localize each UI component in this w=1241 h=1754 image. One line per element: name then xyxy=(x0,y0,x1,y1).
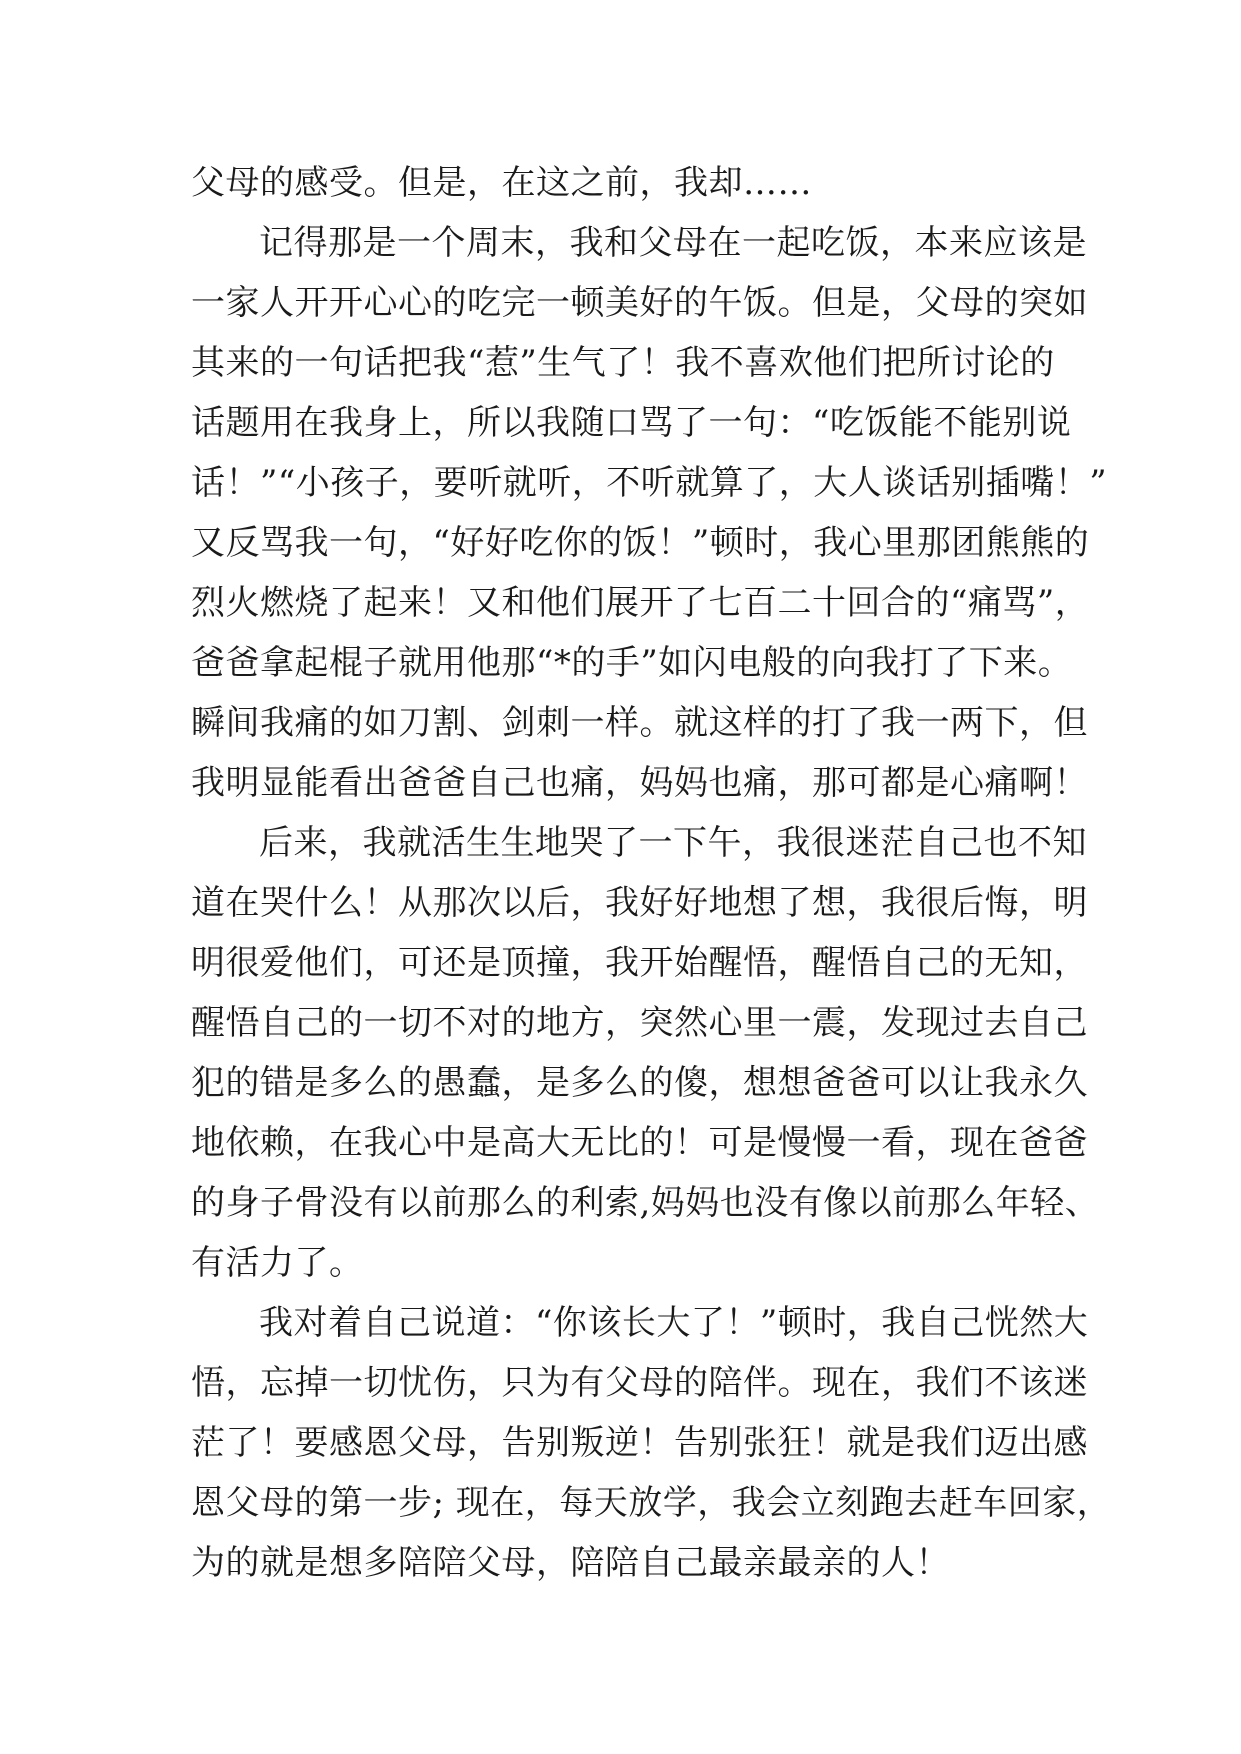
text-line: 父母的感受。但是，在这之前，我却…… xyxy=(191,163,812,203)
text-line: 醒悟自己的一切不对的地方，突然心里一震，发现过去自己 xyxy=(191,1003,1088,1043)
text-line: 一家人开开心心的吃完一顿美好的午饭。但是，父母的突如 xyxy=(191,283,1088,323)
text-line: 地依赖，在我心中是高大无比的！可是慢慢一看，现在爸爸 xyxy=(191,1123,1088,1163)
text-line: 爸爸拿起棍子就用他那“*的手”如闪电般的向我打了下来。 xyxy=(191,643,1073,683)
paragraph-start-line: 后来，我就活生生地哭了一下午，我很迷茫自己也不知 xyxy=(259,823,1087,863)
text-line: 又反骂我一句，“好好吃你的饭！”顿时，我心里那团熊熊的 xyxy=(191,523,1090,563)
paragraph-start-line: 我对着自己说道：“你该长大了！”顿时，我自己恍然大 xyxy=(259,1303,1089,1343)
text-line: 其来的一句话把我“惹”生气了！我不喜欢他们把所讨论的 xyxy=(191,343,1055,383)
text-line: 犯的错是多么的愚蠢，是多么的傻，想想爸爸可以让我永久 xyxy=(191,1063,1088,1103)
text-line: 的身子骨没有以前那么的利索,妈妈也没有像以前那么年轻、 xyxy=(191,1183,1100,1223)
essay-body xyxy=(191,153,1112,1593)
text-line: 茫了！要感恩父母，告别叛逆！告别张狂！就是我们迈出感 xyxy=(191,1423,1088,1463)
text-line: 道在哭什么！从那次以后，我好好地想了想，我很后悔，明 xyxy=(191,883,1088,923)
text-line: 我明显能看出爸爸自己也痛，妈妈也痛，那可都是心痛啊！ xyxy=(191,763,1088,803)
text-line: 明很爱他们，可还是顶撞，我开始醒悟，醒悟自己的无知， xyxy=(191,943,1088,983)
text-line: 话题用在我身上，所以我随口骂了一句：“吃饭能不能别说 xyxy=(191,403,1072,443)
text-line: 烈火燃烧了起来！又和他们展开了七百二十回合的“痛骂”， xyxy=(191,583,1090,623)
text-line: 为的就是想多陪陪父母，陪陪自己最亲最亲的人！ xyxy=(191,1543,950,1583)
paragraph-start-line: 记得那是一个周末，我和父母在一起吃饭，本来应该是 xyxy=(259,223,1087,263)
text-line: 悟，忘掉一切忧伤，只为有父母的陪伴。现在，我们不该迷 xyxy=(191,1363,1088,1403)
text-line: 有活力了。 xyxy=(191,1243,364,1283)
text-line: 话！”“小孩子，要听就听，不听就算了，大人谈话别插嘴！” xyxy=(191,463,1108,503)
text-line: 瞬间我痛的如刀割、剑刺一样。就这样的打了我一两下，但 xyxy=(191,703,1088,743)
text-line: 恩父母的第一步; 现在，每天放学，我会立刻跑去赶车回家， xyxy=(191,1483,1112,1523)
